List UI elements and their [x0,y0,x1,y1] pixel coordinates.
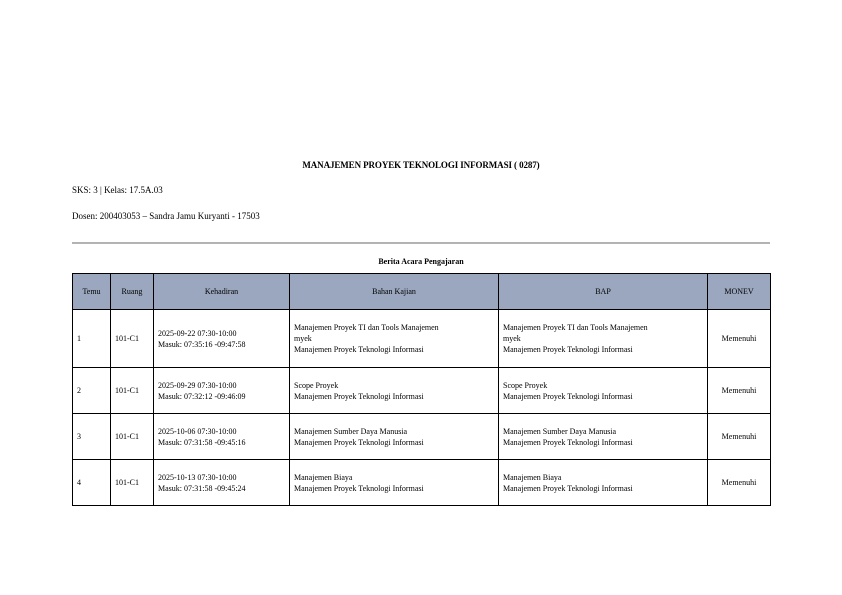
cell-temu: 4 [73,460,111,506]
cell-bahan-kajian [290,460,499,506]
bap-topic-wrap: myek [503,334,521,343]
cell-kehadiran [154,414,290,460]
bahan-kajian-topic: Manajemen Biaya [294,472,353,482]
cell-bap [499,414,708,460]
header-kehadiran: Kehadiran [154,274,290,310]
bap-topic: Manajemen Biaya [503,472,562,482]
kehadiran-masuk: Masuk: 07:31:58 -09:45:16 [158,437,246,447]
cell-ruang: 101-C1 [111,368,154,414]
cell-kehadiran [154,310,290,368]
cell-bap [499,460,708,506]
cell-temu: 3 [73,414,111,460]
cell-monev: Memenuhi [708,310,771,368]
kehadiran-masuk: Masuk: 07:35:16 -09:47:58 [158,339,246,349]
bap-course: Manajemen Proyek Teknologi Informasi [503,391,633,401]
kehadiran-masuk: Masuk: 07:31:58 -09:45:24 [158,483,246,493]
header-bahan-kajian: Bahan Kajian [290,274,499,310]
kehadiran-jadwal: 2025-10-06 07:30-10:00 [158,426,237,436]
bahan-kajian-topic: Manajemen Sumber Daya Manusia [294,426,408,436]
sks-kelas-info: SKS: 3 | Kelas: 17.5A.03 [72,185,163,195]
cell-kehadiran [154,460,290,506]
teaching-record-table [72,273,771,506]
cell-bap [499,310,708,368]
header-bap: BAP [499,274,708,310]
cell-temu: 2 [73,368,111,414]
bahan-kajian-topic: Scope Proyek [294,380,339,390]
bap-topic: Scope Proyek [503,380,548,390]
kehadiran-masuk: Masuk: 07:32:12 -09:46:09 [158,391,246,401]
header-monev: MONEV [708,274,771,310]
table-header-row [73,274,771,310]
table-row [73,460,771,506]
section-title: Berita Acara Pengajaran [378,257,464,266]
bap-course: Manajemen Proyek Teknologi Informasi [503,437,633,447]
kehadiran-jadwal: 2025-10-13 07:30-10:00 [158,472,237,482]
cell-ruang: 101-C1 [111,414,154,460]
bap-topic: Manajemen Proyek TI dan Tools Manajemen [503,323,648,332]
cell-bahan-kajian [290,368,499,414]
cell-kehadiran [154,368,290,414]
cell-monev: Memenuhi [708,460,771,506]
bahan-kajian-course: Manajemen Proyek Teknologi Informasi [294,345,424,354]
cell-monev: Memenuhi [708,414,771,460]
cell-bap [499,368,708,414]
bahan-kajian-course: Manajemen Proyek Teknologi Informasi [294,391,424,401]
header-ruang: Ruang [111,274,154,310]
kehadiran-jadwal: 2025-09-29 07:30-10:00 [158,380,237,390]
kehadiran-jadwal: 2025-09-22 07:30-10:00 [158,328,237,338]
bahan-kajian-course: Manajemen Proyek Teknologi Informasi [294,483,424,493]
bap-course: Manajemen Proyek Teknologi Informasi [503,483,633,493]
bap-topic: Manajemen Sumber Daya Manusia [503,426,617,436]
course-title: MANAJEMEN PROYEK TEKNOLOGI INFORMASI ( 0287) [302,160,540,170]
cell-bahan-kajian [290,310,499,368]
bahan-kajian-topic-wrap: myek [294,334,312,343]
divider [72,242,770,244]
cell-ruang: 101-C1 [111,310,154,368]
table-row [73,368,771,414]
bahan-kajian-topic: Manajemen Proyek TI dan Tools Manajemen [294,323,439,332]
bap-course: Manajemen Proyek Teknologi Informasi [503,345,633,354]
table-row [73,414,771,460]
header-temu: Temu [73,274,111,310]
cell-monev: Memenuhi [708,368,771,414]
cell-temu: 1 [73,310,111,368]
bahan-kajian-course: Manajemen Proyek Teknologi Informasi [294,437,424,447]
cell-ruang: 101-C1 [111,460,154,506]
dosen-info: Dosen: 200403053 – Sandra Jamu Kuryanti - 17503 [72,211,260,221]
cell-bahan-kajian [290,414,499,460]
table-row [73,310,771,368]
